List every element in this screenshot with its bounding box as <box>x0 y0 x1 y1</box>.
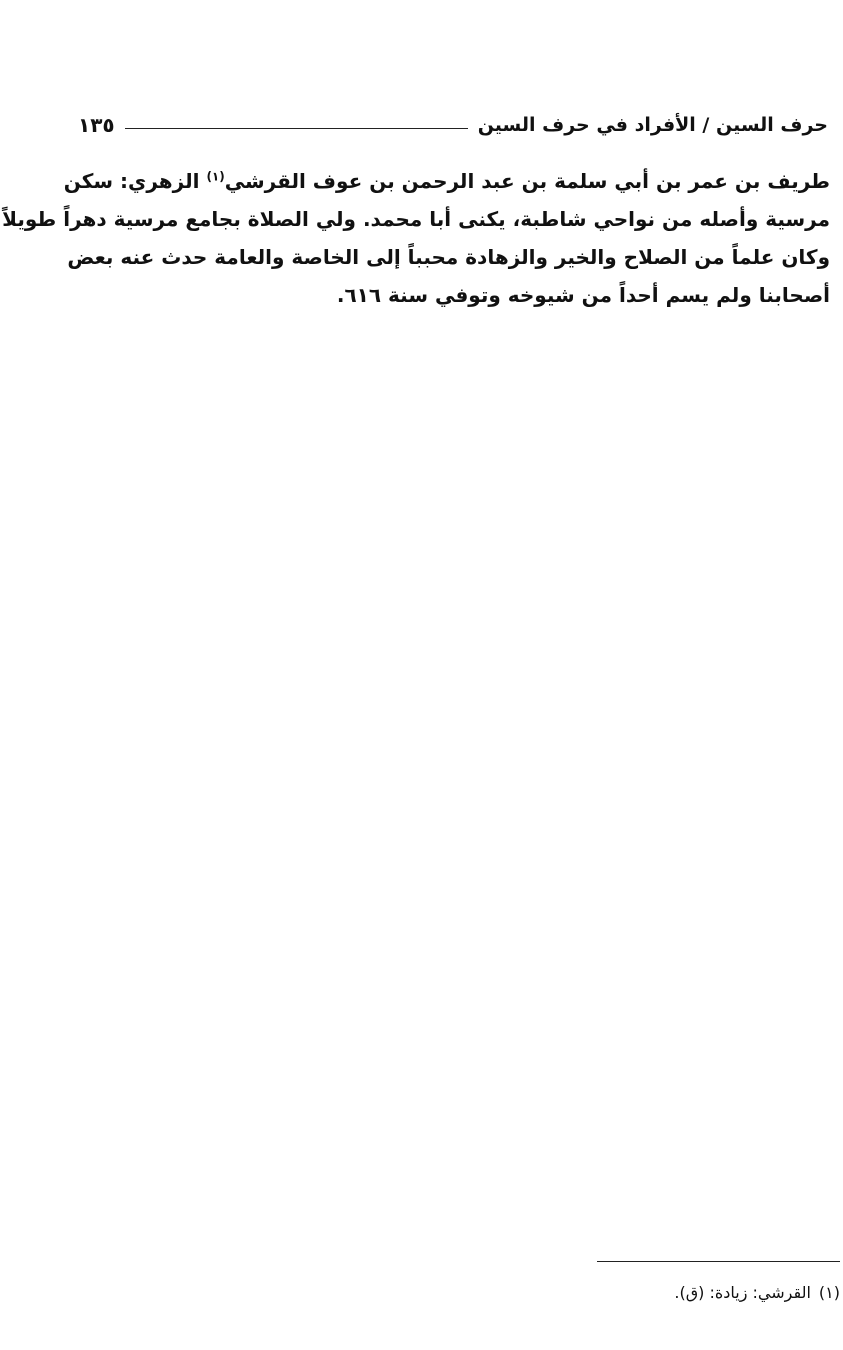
footnote-divider <box>597 1261 840 1262</box>
header-title: حرف السين / الأفراد في حرف السين <box>477 114 828 136</box>
footnote-marker: (١) <box>818 1283 840 1302</box>
body-paragraph <box>2 162 830 314</box>
header-rule <box>125 128 468 129</box>
body-line-1 <box>63 162 830 200</box>
body-line-1-start: طريف بن عمر بن أبي سلمة بن عبد الرحمن بن عوف القرشي <box>224 169 830 193</box>
body-line-3: وكان علماً من الصلاح والخير والزهادة محبباً إلى الخاصة والعامة حدث عنه بعض <box>67 245 830 269</box>
body-line-2: مرسية وأصله من نواحي شاطبة، يكنى أبا محمد. ولي الصلاة بجامع مرسية دهراً طويلاً <box>2 207 830 231</box>
page-number: ١٣٥ <box>78 113 115 137</box>
running-header <box>78 108 828 142</box>
footnote <box>420 1280 840 1306</box>
footnote-reference[interactable]: (١) <box>206 169 225 184</box>
body-line-1-end: الزهري: سكن <box>63 169 207 193</box>
footnote-text: القرشي: زيادة: (ق). <box>674 1283 811 1302</box>
body-line-4: أصحابنا ولم يسم أحداً من شيوخه وتوفي سنة ٦١٦. <box>336 283 830 307</box>
